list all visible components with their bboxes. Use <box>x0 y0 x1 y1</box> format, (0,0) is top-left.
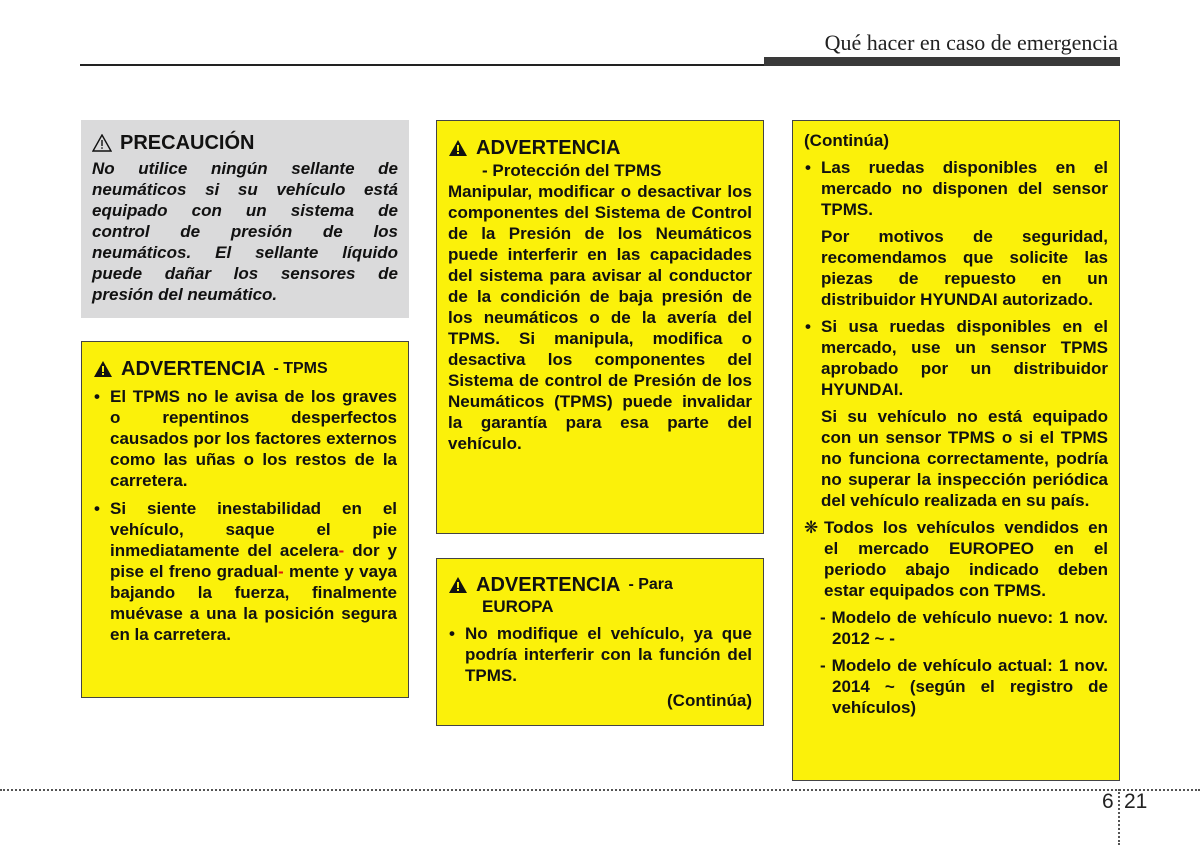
header-rule <box>80 64 766 66</box>
warning-tpms-bullet <box>93 498 397 645</box>
warning-europa-title: ADVERTENCIA <box>476 574 621 596</box>
caution-line: No utilice ningún sellante de <box>92 159 398 178</box>
continuation-bullet: • Las ruedas disponibles en el mercado no disponen del sensor TPMS. <box>804 157 1108 220</box>
continuation-bullet: • Si usa ruedas disponibles en el mercado, use un sensor TPMS aprobado por un distribuidor HYUNDAI. <box>804 316 1108 400</box>
caution-outline-triangle-icon <box>92 134 112 152</box>
caution-text <box>92 158 398 305</box>
footer-divider <box>0 789 1200 791</box>
warning-proteccion-subtitle: - Protección del TPMS <box>482 161 662 180</box>
warning-tpms-box <box>81 341 409 698</box>
warning-tpms-bullet: • El TPMS no le avisa de los graves o repentinos desperfectos causados por los factores externos como las uñas o los restos de la carretera. <box>93 386 397 491</box>
warning-europa-title-suffix: - Para <box>628 576 673 593</box>
caution-line: puede dañar los sensores de <box>92 264 398 283</box>
caution-box <box>81 120 409 318</box>
asterisk-note-icon: ❋ <box>804 518 819 537</box>
bullet-text: mente y vaya bajando la fuerza, finalmente muévase a una la posición segura en la carretera. <box>110 562 398 644</box>
continuation-paragraph: Si su vehículo no está equipado con un sensor TPMS o si el TPMS no funciona correctamente, podría no superar la inspección periódica del vehículo realizada en su país. <box>821 407 1108 510</box>
warning-proteccion-body: Manipular, modificar o desactivar los componentes del Sistema de Control de la Presión de los Neumáticos puede interferir en las capacidades del sistema para avisar al conductor de la condición de baja presión de los neumáticos o de la avería del TPMS. Si manipula, modifica o desactiva los componentes del Sistema de control de Presión de los Neumáticos (TPMS) puede invalidar la garantía para esa parte del vehículo. <box>448 182 752 453</box>
page-header-title: Qué hacer en caso de emergencia <box>824 30 1118 55</box>
warning-europa-subtitle: EUROPA <box>482 597 554 616</box>
model-date-line: - Modelo de vehículo actual: 1 nov. 2014 ~ (según el registro de vehículos) <box>820 656 1108 717</box>
model-date-line: - Modelo de vehículo nuevo: 1 nov. 2012 ~ - <box>820 608 1108 648</box>
warning-europa-bullet: • No modifique el vehículo, ya que podría interferir con la función del TPMS. <box>448 623 752 686</box>
hyphen-mark: - <box>278 562 284 581</box>
header-rule-thick <box>764 57 1120 66</box>
caution-line: neumáticos. El sellante líquido <box>92 243 398 262</box>
page-number-divider <box>1118 789 1120 845</box>
caution-line: presión del neumático. <box>92 285 278 304</box>
warning-tpms-title-row <box>93 358 397 380</box>
warning-europa-box <box>436 558 764 726</box>
europe-note <box>804 517 1108 601</box>
warning-continuation-box <box>792 120 1120 781</box>
warning-filled-triangle-icon <box>448 576 468 594</box>
bullet-text: dor y pise el freno gradual <box>110 541 397 581</box>
chapter-number: 6 <box>1102 790 1114 813</box>
caution-title: PRECAUCIÓN <box>120 132 255 154</box>
warning-filled-triangle-icon <box>93 360 113 378</box>
caution-title-row <box>92 132 398 154</box>
warning-proteccion-title: ADVERTENCIA <box>476 137 621 159</box>
warning-tpms-title-suffix: - TPMS <box>273 360 328 377</box>
continua-label: (Continúa) <box>667 691 752 710</box>
bullet-text: Si siente inestabilidad en el vehículo, saque el pie inmediatamente del acelera <box>110 499 397 560</box>
warning-proteccion-title-row <box>448 137 752 159</box>
continuation-header: (Continúa) <box>804 131 889 150</box>
warning-filled-triangle-icon <box>448 139 468 157</box>
warning-tpms-title: ADVERTENCIA <box>121 358 266 380</box>
page-number: 21 <box>1124 790 1148 813</box>
hyphen-mark: - <box>338 541 345 560</box>
caution-line: control de presión de los <box>92 222 398 241</box>
europe-note-text: Todos los vehículos vendidos en el mercado EUROPEO en el periodo abajo indicado deben estar equipados con TPMS. <box>824 518 1108 600</box>
caution-line: neumáticos si su vehículo está <box>92 180 398 199</box>
warning-europa-title-row <box>448 574 752 596</box>
continuation-paragraph: Por motivos de seguridad, recomendamos que solicite las piezas de repuesto en un distribuidor HYUNDAI autorizado. <box>821 227 1108 309</box>
warning-proteccion-box <box>436 120 764 534</box>
caution-line: equipado con un sistema de <box>92 201 398 220</box>
